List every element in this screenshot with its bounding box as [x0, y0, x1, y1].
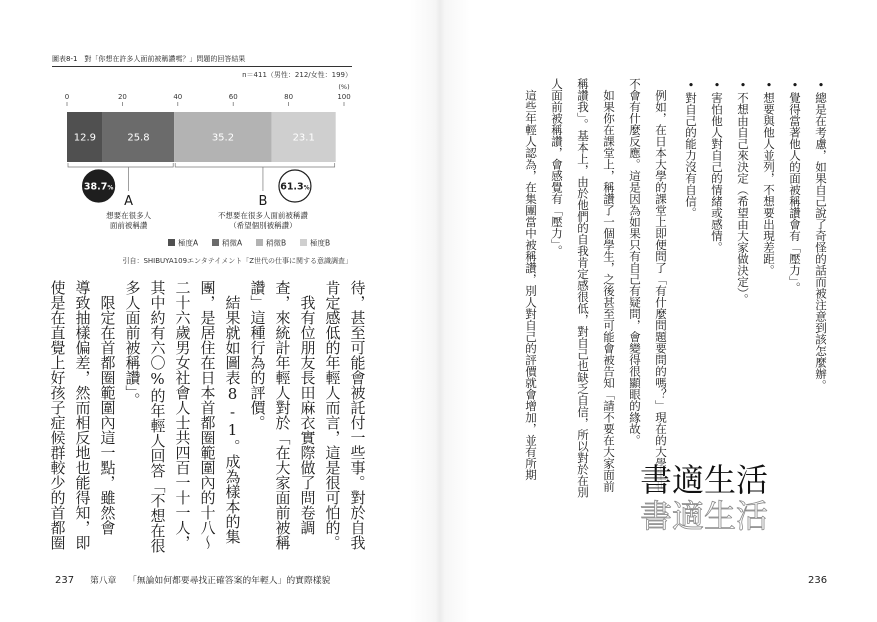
bullet-text: 想要與他人並列，不想要出現差距。 [762, 92, 776, 276]
page-number-right: 236 [808, 575, 828, 586]
bullet-marker: • [736, 78, 750, 92]
bullet-marker: • [814, 78, 828, 92]
body-line: 查，來統計年輕人對於「在大家面前被稱 [273, 280, 292, 550]
bar-value-label: 12.9 [73, 132, 96, 144]
body-line: 團，是居住在日本首都圈範圍內的十八～ [198, 280, 217, 550]
body-line: 使是在直覺上好孩子症候群較少的首都圈 [48, 280, 67, 550]
chart-sample-note: n＝411（男性：212/女性：199） [242, 71, 352, 79]
bar-value-label: 25.8 [127, 132, 150, 144]
watermark-logo [640, 462, 780, 534]
legend-label: 極度A [178, 238, 199, 248]
bullet-item [756, 78, 782, 276]
chart-source: 引自：SHIBUYA109エンタテイメント「Z世代の仕事に関する意識調査」 [122, 257, 352, 265]
group-description: （希望個別被稱讚） [229, 221, 297, 230]
body-line: 二十六歲男女社會人士共四百一十一人， [173, 280, 192, 550]
group-total-label: 61.3% [280, 181, 310, 193]
body-line: 稱讚我」。基本上，由於他們的自我肯定感很低，對自己也缺乏自信，所以對於在別 [576, 78, 590, 498]
bullet-marker: • [788, 78, 802, 92]
group-description: 面前被稱讚 [109, 221, 148, 230]
legend-label: 稍微B [266, 238, 287, 248]
chart-figure [0, 0, 440, 280]
legend-label: 極度B [310, 238, 331, 248]
group-description: 想要在很多人 [106, 211, 152, 220]
bullet-marker: • [684, 78, 698, 92]
group-description: 不想要在很多人面前被稱讚 [217, 211, 308, 220]
x-axis-unit-label: (%) [338, 83, 350, 91]
percent-sign: % [303, 184, 310, 192]
running-title: 「無論如何都要尋找正確答案的年輕人」的實際樣貌 [128, 576, 331, 586]
body-line: 例如，在日本大學的課堂上即便問了「有什麼問題要問的嗎？」現在的大學生也 [654, 78, 668, 492]
legend-swatch [300, 239, 307, 246]
x-tick-label: 100 [337, 93, 351, 101]
bullet-text: 對自己的能力沒有自信。 [684, 92, 698, 219]
x-tick-label: 80 [284, 93, 294, 101]
watermark-text-outline: 書適生活 [640, 497, 769, 535]
legend-label: 稍微A [222, 238, 243, 248]
bullet-item [678, 78, 704, 219]
bullet-marker: • [710, 78, 724, 92]
bar-value-label: 35.2 [211, 132, 235, 144]
legend-swatch [212, 239, 219, 246]
bullet-item [808, 78, 834, 391]
group-letter: A [124, 194, 134, 209]
x-tick-label: 60 [228, 93, 238, 101]
bullet-item [704, 78, 730, 253]
bullet-item [730, 78, 756, 305]
body-line: 人面前被稱讚，會感覺有「壓力」。 [550, 78, 564, 257]
legend-swatch [168, 239, 175, 246]
bullet-marker: • [762, 78, 776, 92]
body-line: 我有位朋友長田麻衣實際做了問卷調 [298, 280, 317, 535]
body-line: 其中約有六〇%的年輕人回答「不想在很 [148, 280, 167, 553]
body-line: 這些年輕人認為，在集團當中被稱讚，別人對自己的評價就會增加，並有所期 [524, 78, 538, 481]
bullet-item [782, 78, 808, 293]
body-line: 不會有什麼反應。這是因為如果只有自己有疑問，會變得很顯眼的緣故。 [628, 78, 642, 446]
body-line: 如果你在課堂上，稱讚了一個學生，之後甚至可能會被告知「請不要在大家面前 [602, 78, 616, 492]
body-line: 限定在首都圈範圍內這一點，雖然會 [98, 280, 117, 535]
chapter-label: 第八章 [90, 576, 117, 586]
body-line: 讚」這種行為的評價。 [248, 280, 267, 430]
x-tick-label: 40 [173, 93, 183, 101]
group-letter: B [258, 194, 268, 209]
bar-value-label: 23.1 [292, 132, 315, 144]
group-bracket [175, 163, 334, 167]
chart-title: 圖表8-1 對「你想在許多人面前被稱讚嗎？」問題的回答結果 [52, 55, 352, 67]
page-number-left: 237 [55, 575, 75, 586]
bullet-text: 不想由自己來決定（希望由大家做決定）。 [736, 92, 750, 305]
bullet-text: 總是在考慮，如果自己說了奇怪的話而被注意到該怎麼辦。 [814, 92, 828, 391]
watermark-text-solid: 書適生活 [640, 461, 769, 499]
bullet-text: 覺得當著他人的面被稱讚會有「壓力」。 [788, 92, 802, 294]
body-line: 待，甚至可能會被託付一些事。對於自我 [348, 280, 367, 550]
legend-swatch [256, 239, 263, 246]
group-total-label: 38.7% [83, 181, 114, 193]
bullet-text: 害怕他人對自己的情緒或感情。 [710, 92, 724, 253]
x-tick-label: 20 [117, 93, 127, 101]
body-line: 肯定感低的年輕人而言，這是很可怕的。 [323, 280, 342, 550]
body-line: 多人面前被稱讚」。 [123, 280, 142, 408]
body-line: 導致抽樣偏差，然而相反地也能得知，即 [73, 280, 92, 550]
body-line: 結果就如圖表8-1。成為樣本的集 [223, 280, 242, 544]
x-tick-label: 0 [64, 93, 70, 101]
percent-sign: % [107, 184, 114, 192]
group-bracket [68, 163, 173, 167]
